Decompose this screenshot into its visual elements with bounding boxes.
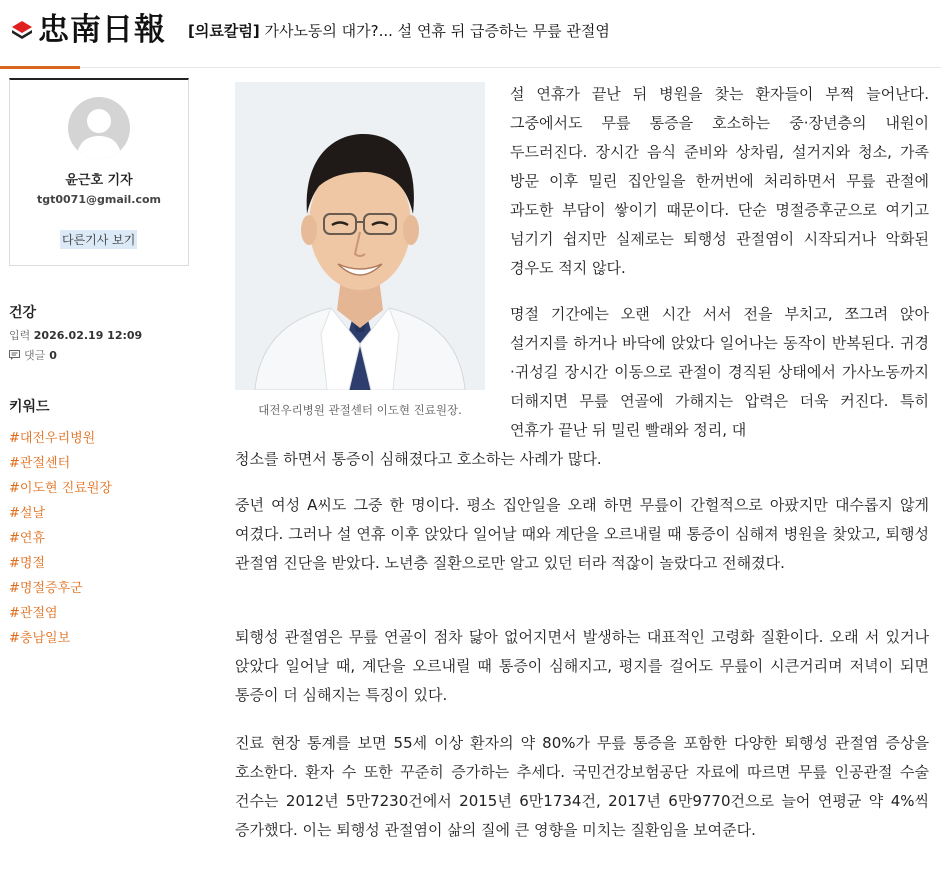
header-accent-bar — [0, 66, 80, 69]
author-email[interactable]: tgt0071@gmail.com — [36, 193, 162, 206]
site-header — [0, 0, 941, 68]
article-paragraph: 청소를 하면서 통증이 심해졌다고 호소하는 사례가 많다. — [235, 450, 602, 468]
photo-caption: 대전우리병원 관절센터 이도현 진료원장. — [258, 403, 462, 417]
keyword-item[interactable]: #관절센터 — [9, 456, 71, 471]
article-title: 가사노동의 대가?... 설 연휴 뒤 급증하는 무릎 관절염 — [264, 22, 610, 40]
keyword-item[interactable]: #연휴 — [9, 531, 46, 546]
keyword-item[interactable]: #이도현 진료원장 — [9, 481, 112, 496]
more-articles-link[interactable]: 다른기사 보기 — [60, 230, 137, 249]
doctor-portrait-image — [235, 82, 485, 390]
keyword-item[interactable]: #명절 — [9, 556, 46, 571]
date-value: 2026.02.19 12:09 — [33, 329, 143, 342]
site-logo[interactable] — [10, 10, 166, 50]
article-paragraph: 퇴행성 관절염은 무릎 연골이 점차 닳아 없어지면서 발생하는 대표적인 고령화 질환이다. 오래 서 있거나 앉았다 일어날 때, 계단을 오르내릴 때 통증이 심해지고, 평지를 걸어도 무릎이 시큰거리며 저녁이 되면 통증이 더 심해지는 특징이 있다. — [235, 628, 929, 704]
date-label: 입력 — [9, 329, 31, 342]
article-paragraph: 설 연휴가 끝난 뒤 병원을 찾는 환자들이 부쩍 늘어난다. 그중에서도 무릎 통증을 호소하는 중·장년층의 내원이 두드러진다. 장시간 음식 준비와 상차림, 설거지와 청소, 가족 방문 이후 밀린 집안일을 한꺼번에 처리하면서 무릎 관절에 과도한 부담이 쌓이기 때문이다. 단순 명절증후군으로 여기고 넘기기 쉽지만 실제로는 퇴행성 관절염이 시작되거나 악화된 경우도 적지 않다. — [510, 85, 929, 277]
default-avatar-icon — [68, 97, 130, 159]
keyword-item[interactable]: #관절염 — [9, 606, 58, 621]
comment-count[interactable] — [9, 347, 57, 363]
keyword-item[interactable]: #설날 — [9, 506, 46, 521]
keyword-item[interactable]: #충남일보 — [9, 631, 71, 646]
author-box — [9, 78, 189, 266]
logo-mark-icon — [10, 18, 34, 42]
article-paragraph: 진료 현장 통계를 보면 55세 이상 환자의 약 80%가 무릎 통증을 포함한 다양한 퇴행성 관절염 증상을 호소한다. 환자 수 또한 꾸준히 증가하는 추세다. 국민건강보험공단 자료에 따르면 무릎 인공관절 수술 건수는 2012년 5만7230건에서 2015년 6만1734건, 2017년 6만9770건으로 늘어 연평균 약 4%씩 증가했다. 이는 퇴행성 관절염이 삶의 질에 큰 영향을 미치는 질환임을 보여준다. — [235, 734, 929, 839]
author-name: 윤근호 기자 — [65, 173, 133, 188]
avatar — [68, 97, 130, 159]
keyword-item[interactable]: #명절증후군 — [9, 581, 83, 596]
comment-label: 댓글 — [24, 349, 46, 362]
keyword-item[interactable]: #대전우리병원 — [9, 431, 96, 446]
article-paragraph: 중년 여성 A씨도 그중 한 명이다. 평소 집안일을 오래 하면 무릎이 간헐적으로 아팠지만 대수롭지 않게 여겼다. 그러나 설 연휴 이후 앉았다 일어날 때와 계단을 오르내릴 때 통증이 심해져 병원을 찾았고, 퇴행성 관절염 진단을 받았다. 노년층 질환으로만 알고 있던 터라 적잖이 놀랐다고 전해졌다. — [235, 496, 929, 572]
keyword-list — [9, 426, 112, 651]
keywords-title: 키워드 — [9, 399, 50, 415]
article-category: [의료칼럼] — [188, 22, 260, 40]
logo-text: 忠南日報 — [38, 12, 166, 48]
publish-date — [9, 327, 142, 343]
article-photo — [235, 82, 485, 390]
article-paragraph: 명절 기간에는 오랜 시간 서서 전을 부치고, 쪼그려 앉아 설거지를 하거나 바닥에 앉았다 일어나는 동작이 반복된다. 귀경·귀성길 장시간 이동으로 관절이 경직된 상태에서 가사노동까지 더해지면 무릎 연골에 가해지는 압력은 더욱 커진다. 특히 연휴가 끝난 뒤 밀린 빨래와 정리, 대 — [510, 305, 929, 439]
section-label[interactable]: 건강 — [9, 305, 37, 321]
comment-icon — [9, 350, 20, 360]
article-header-title — [188, 20, 610, 42]
comment-number: 0 — [49, 348, 57, 362]
